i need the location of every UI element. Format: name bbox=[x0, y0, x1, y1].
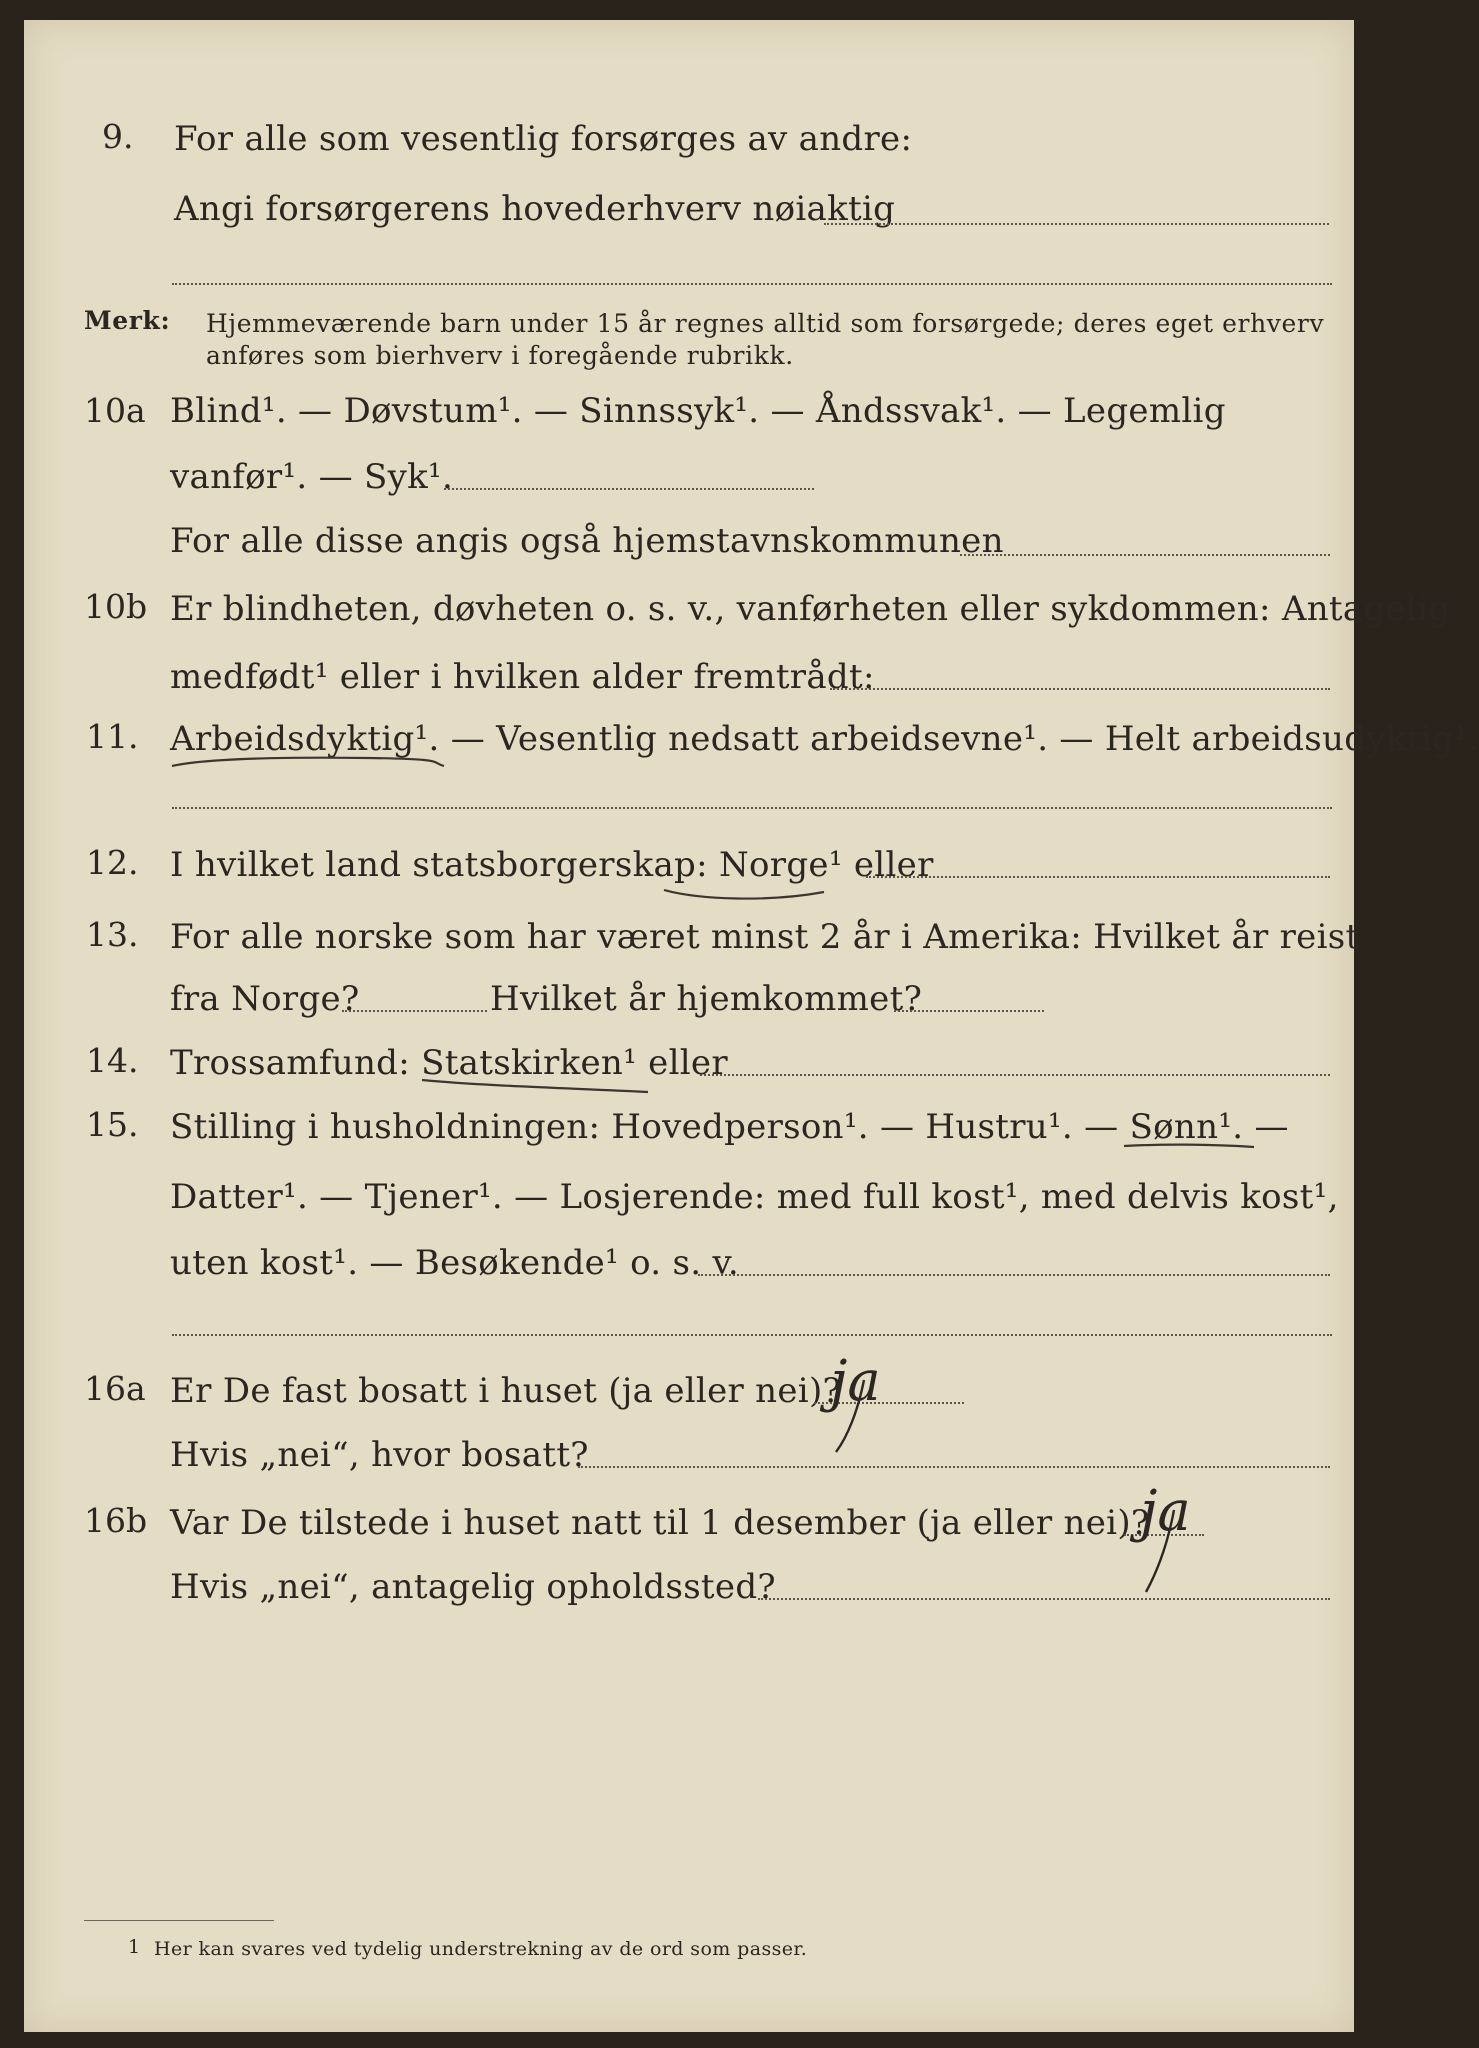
q14-suffix: eller bbox=[637, 1043, 728, 1083]
q15-line1-end: . — bbox=[1232, 1107, 1289, 1147]
svg-text:ja: ja bbox=[830, 1349, 881, 1414]
merk-label: Merk: bbox=[84, 306, 171, 335]
q13-text-line2a: fra Norge? bbox=[170, 979, 360, 1019]
q16a-text-line2: Hvis „nei“, hvor bosatt? bbox=[170, 1435, 589, 1475]
q15-pen-underline bbox=[1120, 1138, 1260, 1158]
svg-text:ja: ja bbox=[1140, 1479, 1191, 1544]
q16b-text-line1: Var De tilstede i huset natt til 1 desember (ja eller nei)? bbox=[170, 1503, 1150, 1543]
footnote-mark: 1 bbox=[128, 1936, 141, 1958]
q12-number: 12. bbox=[86, 843, 139, 882]
q15-number: 15. bbox=[86, 1105, 139, 1144]
q10a-text-line2: vanfør¹. — Syk¹. bbox=[170, 457, 454, 497]
q16a-residence-line[interactable] bbox=[578, 1466, 1330, 1468]
q16a-handwritten-ja bbox=[824, 1340, 974, 1460]
q15-answer-line-2[interactable] bbox=[172, 1334, 1332, 1336]
q14-answer-line[interactable] bbox=[700, 1074, 1330, 1076]
q16b-whereabouts-line[interactable] bbox=[758, 1598, 1330, 1600]
q10a-text-line3: For alle disse angis også hjemstavnskommunen bbox=[170, 521, 1004, 561]
q12-prefix: I hvilket land statsborgerskap: bbox=[170, 845, 719, 885]
q13-year-left-line[interactable] bbox=[342, 1010, 487, 1012]
q12-answer-line[interactable] bbox=[866, 876, 1330, 878]
q15-option-sonn[interactable]: Sønn¹ bbox=[1129, 1107, 1233, 1147]
q10b-text-line1: Er blindheten, døvheten o. s. v., vanførheten eller sykdommen: Antagelig bbox=[170, 589, 1451, 629]
census-form-page bbox=[24, 20, 1479, 2032]
q13-text-line1: For alle norske som har været minst 2 år i Amerika: Hvilket år reist bbox=[170, 917, 1360, 957]
q11-number: 11. bbox=[86, 717, 139, 756]
footnote-rule bbox=[84, 1920, 274, 1921]
footnote-text: Her kan svares ved tydelig understrekning av de ord som passer. bbox=[154, 1938, 808, 1960]
q12-pen-underline bbox=[660, 878, 830, 908]
q16b-number: 16b bbox=[84, 1501, 148, 1540]
q16a-number: 16a bbox=[84, 1369, 146, 1408]
q12-option-norge[interactable]: Norge¹ bbox=[718, 845, 843, 885]
q13-year-returned-line[interactable] bbox=[894, 1010, 1044, 1012]
q12-text bbox=[170, 845, 934, 885]
q14-number: 14. bbox=[86, 1041, 139, 1080]
q14-option-statskirken[interactable]: Statskirken¹ bbox=[421, 1043, 638, 1083]
q11-pen-underline bbox=[168, 748, 448, 776]
q15-text-line3: uten kost¹. — Besøkende¹ o. s. v. bbox=[170, 1243, 740, 1283]
q9-text-line1: For alle som vesentlig forsørges av andre: bbox=[174, 119, 913, 159]
q10a-number: 10a bbox=[84, 391, 146, 430]
merk-text-line1: Hjemmeværende barn under 15 år regnes alltid som forsørgede; deres eget erhverv bbox=[206, 309, 1325, 338]
q14-prefix: Trossamfund: bbox=[170, 1043, 422, 1083]
q15-text-line2: Datter¹. — Tjener¹. — Losjerende: med full kost¹, med delvis kost¹, bbox=[170, 1177, 1339, 1217]
q11-answer-line[interactable] bbox=[172, 807, 1332, 809]
q12-suffix: eller bbox=[842, 845, 934, 885]
q9-answer-line-2[interactable] bbox=[172, 283, 1332, 285]
q10a-hometown-line[interactable] bbox=[960, 554, 1330, 556]
q10a-text-line1: Blind¹. — Døvstum¹. — Sinnssyk¹. — Åndssvak¹. — Legemlig bbox=[170, 391, 1226, 431]
q11-option-arbeidsdyktig[interactable]: Arbeidsdyktig¹. bbox=[170, 719, 440, 759]
q16b-handwritten-ja bbox=[1134, 1470, 1284, 1600]
q13-number: 13. bbox=[86, 915, 139, 954]
merk-text-line2: anføres som bierhverv i foregående rubrikk. bbox=[206, 341, 794, 370]
q15-answer-line[interactable] bbox=[698, 1274, 1330, 1276]
q14-pen-underline bbox=[416, 1070, 656, 1100]
q9-answer-line[interactable] bbox=[824, 223, 1329, 225]
q13-text-line2b: Hvilket år hjemkommet? bbox=[490, 979, 923, 1019]
q10a-answer-line[interactable] bbox=[444, 488, 814, 490]
q10b-number: 10b bbox=[84, 587, 148, 626]
q16b-text-line2: Hvis „nei“, antagelig opholdssted? bbox=[170, 1567, 776, 1607]
q15-line1-options: Stilling i husholdningen: Hovedperson¹. — Hustru¹. — bbox=[170, 1107, 1130, 1147]
q11-other-options: — Vesentlig nedsatt arbeidsevne¹. — Helt arbeidsudyktig¹. bbox=[439, 719, 1479, 759]
q10b-text-line2: medfødt¹ eller i hvilken alder fremtrådt: bbox=[170, 657, 875, 697]
q9-text-line2: Angi forsørgerens hovederhverv nøiaktig bbox=[174, 189, 896, 229]
q16a-text-line1: Er De fast bosatt i huset (ja eller nei)? bbox=[170, 1371, 842, 1411]
q9-number: 9. bbox=[102, 117, 134, 156]
q10b-answer-line[interactable] bbox=[830, 688, 1330, 690]
